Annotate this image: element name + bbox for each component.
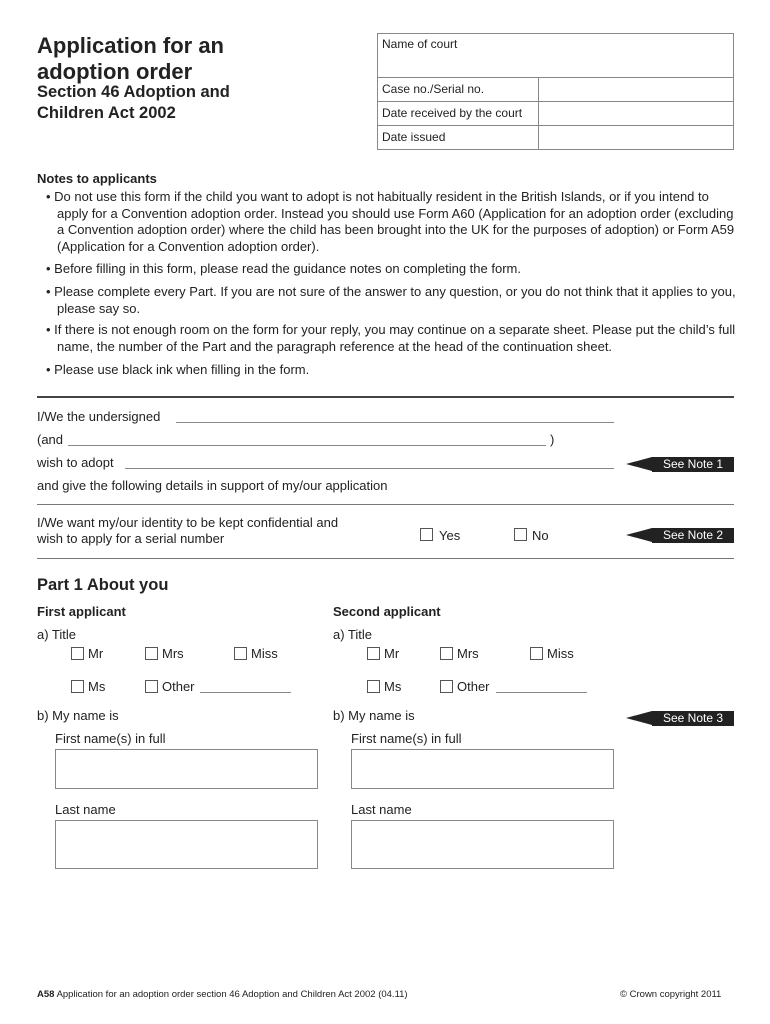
support-text: and give the following details in support of my/our application bbox=[37, 478, 388, 493]
second-ms-checkbox[interactable] bbox=[367, 680, 380, 693]
confidential-yes-checkbox[interactable] bbox=[420, 528, 433, 541]
section-divider bbox=[37, 504, 734, 505]
confidential-text-line-1: I/We want my/our identity to be kept confidential and bbox=[37, 515, 339, 530]
court-use-box bbox=[377, 33, 734, 150]
second-mrs-checkbox[interactable] bbox=[440, 647, 453, 660]
note-pointer-icon bbox=[626, 528, 652, 542]
second-mr-label: Mr bbox=[384, 646, 400, 661]
second-miss-label: Miss bbox=[547, 646, 574, 661]
second-name-line[interactable] bbox=[68, 445, 546, 446]
note-item-5: • Please use black ink when filling in the form. bbox=[46, 362, 310, 377]
second-last-name-input[interactable] bbox=[351, 820, 614, 869]
name-of-court-label: Name of court bbox=[382, 37, 458, 51]
form-title-line-2: adoption order bbox=[37, 59, 193, 84]
first-miss-label: Miss bbox=[251, 646, 278, 661]
first-miss-checkbox[interactable] bbox=[234, 647, 247, 660]
see-note-2-badge: See Note 2 bbox=[652, 528, 734, 543]
first-last-name-label: Last name bbox=[55, 802, 116, 817]
first-applicant-heading: First applicant bbox=[37, 604, 126, 619]
note-item-4: • If there is not enough room on the form for your reply, you may continue on a separate sheet. Please put the child’s full name, the number of the Part and the paragraph reference at the head of the continuation sheet. bbox=[46, 322, 736, 354]
child-name-line[interactable] bbox=[125, 468, 614, 469]
second-ms-label: Ms bbox=[384, 679, 402, 694]
second-other-checkbox[interactable] bbox=[440, 680, 453, 693]
wish-to-adopt-label: wish to adopt bbox=[37, 455, 114, 470]
second-mrs-label: Mrs bbox=[457, 646, 479, 661]
first-other-label: Other bbox=[162, 679, 195, 694]
notes-heading: Notes to applicants bbox=[37, 171, 157, 186]
see-note-1-badge: See Note 1 bbox=[652, 457, 734, 472]
confidential-text-line-2: wish to apply for a serial number bbox=[37, 531, 225, 546]
and-close-paren: ) bbox=[550, 432, 555, 447]
footer-copyright: © Crown copyright 2011 bbox=[620, 989, 722, 1000]
note-item-3: • Please complete every Part. If you are not sure of the answer to any question, or you do not think that it applies to you, please say so. bbox=[46, 284, 736, 316]
note-item-1: • Do not use this form if the child you want to adopt is not habitually resident in the British Islands, or if you intend to apply for a Convention adoption order. Instead you should use Form A60 (Application for an adoption order (excluding a Convention adoption order) where the child has been brought into the UK for the purposes of adoption) or Form A59 (Application for a Convention adoption order). bbox=[46, 189, 735, 254]
section-divider bbox=[37, 558, 734, 559]
court-box-divider bbox=[378, 125, 733, 126]
second-first-names-input[interactable] bbox=[351, 749, 614, 789]
first-mrs-checkbox[interactable] bbox=[145, 647, 158, 660]
court-box-divider bbox=[378, 101, 733, 102]
second-mr-checkbox[interactable] bbox=[367, 647, 380, 660]
court-box-column-divider bbox=[538, 77, 539, 150]
footer-form-ref bbox=[37, 989, 408, 1000]
first-other-checkbox[interactable] bbox=[145, 680, 158, 693]
second-last-name-label: Last name bbox=[351, 802, 412, 817]
section-divider bbox=[37, 396, 734, 398]
second-miss-checkbox[interactable] bbox=[530, 647, 543, 660]
case-no-label: Case no./Serial no. bbox=[382, 82, 485, 96]
second-title-label: a) Title bbox=[333, 627, 373, 642]
first-first-names-label: First name(s) in full bbox=[55, 731, 166, 746]
note-pointer-icon bbox=[626, 711, 652, 725]
first-first-names-input[interactable] bbox=[55, 749, 318, 789]
first-ms-checkbox[interactable] bbox=[71, 680, 84, 693]
first-title-label: a) Title bbox=[37, 627, 77, 642]
first-last-name-input[interactable] bbox=[55, 820, 318, 869]
confidential-yes-label: Yes bbox=[439, 528, 461, 543]
first-name-label: b) My name is bbox=[37, 708, 119, 723]
undersigned-label: I/We the undersigned bbox=[37, 409, 161, 424]
footer-form-code: A58 bbox=[37, 989, 55, 1000]
second-other-line[interactable] bbox=[496, 692, 587, 693]
undersigned-name-line[interactable] bbox=[176, 422, 614, 423]
form-subtitle-line-2: Children Act 2002 bbox=[37, 104, 176, 122]
first-other-line[interactable] bbox=[200, 692, 291, 693]
date-received-label: Date received by the court bbox=[382, 106, 523, 120]
note-pointer-icon bbox=[626, 457, 652, 471]
first-ms-label: Ms bbox=[88, 679, 106, 694]
footer-form-description: Application for an adoption order section 46 Adoption and Children Act 2002 (04.11) bbox=[56, 989, 408, 1000]
first-mr-checkbox[interactable] bbox=[71, 647, 84, 660]
form-subtitle-line-1: Section 46 Adoption and bbox=[37, 83, 230, 101]
see-note-3-badge: See Note 3 bbox=[652, 711, 734, 726]
court-box-divider bbox=[378, 77, 733, 78]
part-1-title: Part 1 About you bbox=[37, 576, 169, 594]
second-applicant-heading: Second applicant bbox=[333, 604, 441, 619]
note-item-2: • Before filling in this form, please read the guidance notes on completing the form. bbox=[46, 261, 521, 276]
confidential-no-checkbox[interactable] bbox=[514, 528, 527, 541]
second-first-names-label: First name(s) in full bbox=[351, 731, 462, 746]
first-mr-label: Mr bbox=[88, 646, 104, 661]
and-label: (and bbox=[37, 432, 64, 447]
confidential-no-label: No bbox=[532, 528, 549, 543]
form-title-line-1: Application for an bbox=[37, 33, 224, 58]
date-issued-label: Date issued bbox=[382, 130, 446, 144]
second-name-label: b) My name is bbox=[333, 708, 415, 723]
second-other-label: Other bbox=[457, 679, 490, 694]
first-mrs-label: Mrs bbox=[162, 646, 184, 661]
